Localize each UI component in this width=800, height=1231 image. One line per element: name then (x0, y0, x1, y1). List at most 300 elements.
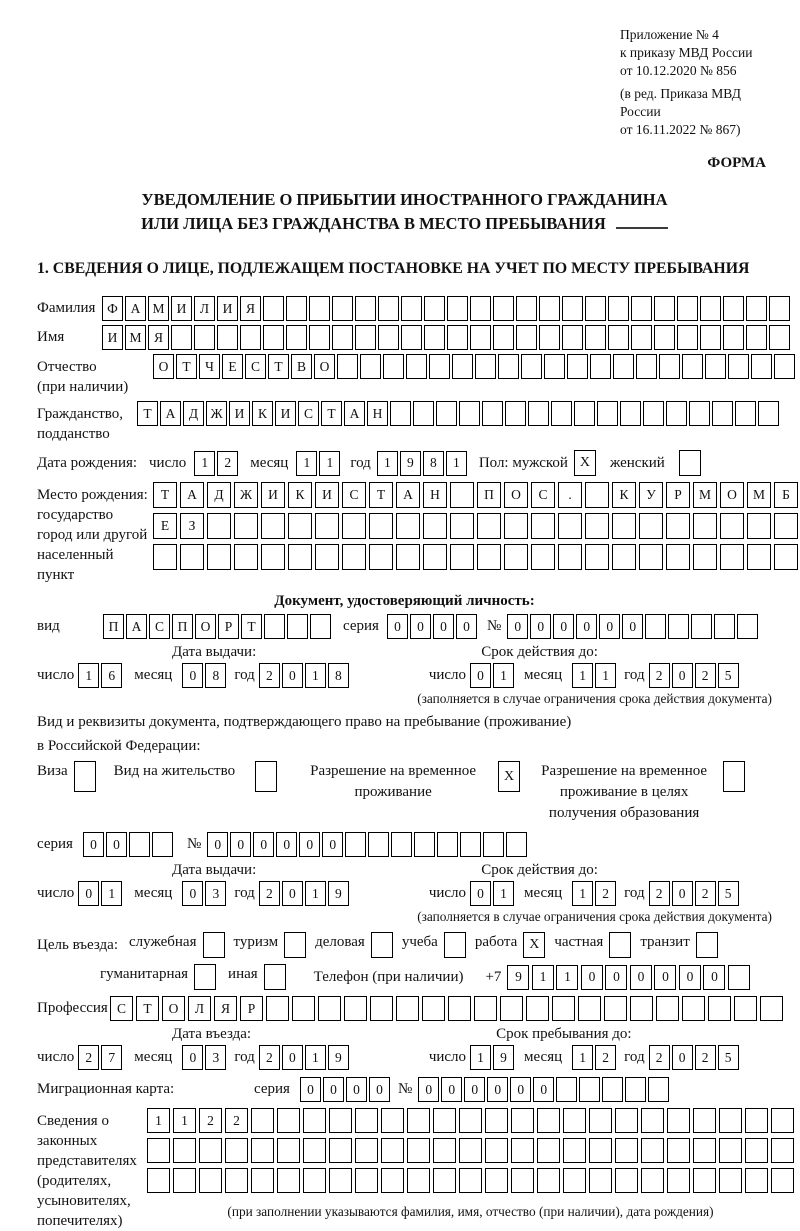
identity-issue-month-cells (182, 663, 226, 688)
char-cell (631, 325, 652, 350)
char-cell: 0 (300, 1077, 321, 1102)
residence-options-row (37, 761, 772, 824)
char-cell (329, 1108, 352, 1133)
char-cell (682, 996, 705, 1021)
char-cell: 5 (718, 1045, 739, 1070)
char-cell: 0 (182, 663, 203, 688)
char-cell (544, 354, 565, 379)
residence-permit-option-label: Вид на жительство (113, 763, 236, 779)
char-cell (180, 544, 204, 570)
char-cell: 0 (672, 1045, 693, 1070)
char-cell: Н (423, 482, 447, 508)
identity-date-headers (37, 644, 772, 661)
char-cell: 5 (718, 881, 739, 906)
doc-type-cells (103, 614, 331, 639)
char-cell (424, 296, 445, 321)
char-cell (758, 401, 779, 426)
char-cell (505, 401, 526, 426)
series-label: серия (343, 618, 379, 634)
identity-doc-heading: Документ, удостоверяющий личность: (274, 593, 535, 609)
form-title-line2: ИЛИ ЛИЦА БЕЗ ГРАЖДАНСТВА В МЕСТО ПРЕБЫВАНИЯ (141, 214, 606, 233)
char-cell (696, 932, 718, 958)
purpose-gumanitarnaya-checkbox (194, 964, 216, 990)
char-cell (563, 1168, 586, 1193)
series-label: серия (37, 836, 73, 852)
char-cell: 2 (259, 1045, 280, 1070)
char-cell (277, 1138, 300, 1163)
residence-expiry-month-cells (572, 881, 616, 906)
char-cell: 0 (605, 965, 627, 990)
identity-issue-year-cells (259, 663, 349, 688)
char-cell (641, 1108, 664, 1133)
char-cell (383, 354, 404, 379)
day-label: число (428, 1049, 467, 1065)
char-cell (578, 996, 601, 1021)
char-cell (266, 996, 289, 1021)
char-cell (585, 544, 609, 570)
birth-month-cells (296, 451, 340, 476)
char-cell (691, 614, 712, 639)
char-cell: И (275, 401, 296, 426)
citizenship-cells (137, 401, 779, 426)
representatives-label-line: Сведения о (37, 1113, 109, 1129)
char-cell (639, 513, 663, 539)
char-cell (460, 832, 481, 857)
char-cell (207, 544, 231, 570)
char-cell (537, 1168, 560, 1193)
char-cell (693, 1168, 716, 1193)
char-cell (381, 1168, 404, 1193)
birth-place-label-line: государство (37, 507, 114, 523)
char-cell (207, 513, 231, 539)
char-cell (287, 614, 308, 639)
residence-expiry-year-cells (649, 881, 739, 906)
char-cell (368, 832, 389, 857)
char-cell (500, 996, 523, 1021)
month-label: месяц (250, 454, 289, 471)
day-label: число (37, 667, 75, 683)
char-cell (639, 544, 663, 570)
char-cell: 1 (296, 451, 317, 476)
char-cell (493, 325, 514, 350)
char-cell (450, 544, 474, 570)
char-cell (720, 544, 744, 570)
month-label: месяц (134, 885, 173, 901)
char-cell (286, 325, 307, 350)
char-cell (769, 296, 790, 321)
char-cell (194, 325, 215, 350)
identity-dates-row (37, 663, 772, 688)
char-cell (477, 544, 501, 570)
appendix-line: Приложение № 4 (620, 27, 719, 42)
char-cell (693, 1108, 716, 1133)
char-cell (315, 544, 339, 570)
char-cell: С (110, 996, 133, 1021)
number-label: № (186, 836, 202, 852)
char-cell (173, 1138, 196, 1163)
char-cell: А (396, 482, 420, 508)
char-cell: 2 (259, 881, 280, 906)
char-cell: 0 (470, 663, 491, 688)
char-cell (612, 513, 636, 539)
char-cell (277, 1108, 300, 1133)
patronymic-label (37, 354, 153, 397)
char-cell: 2 (649, 881, 670, 906)
char-cell (677, 325, 698, 350)
purpose-delovaya-checkbox (371, 932, 393, 958)
char-cell (470, 325, 491, 350)
char-cell: 9 (328, 881, 349, 906)
appendix-note (620, 26, 772, 139)
char-cell: 1 (305, 1045, 326, 1070)
char-cell (590, 354, 611, 379)
char-cell (719, 1138, 742, 1163)
char-cell: 9 (328, 1045, 349, 1070)
char-cell: 0 (510, 1077, 531, 1102)
char-cell: 0 (418, 1077, 439, 1102)
surname-label: Фамилия (37, 300, 96, 316)
blank-underline (616, 215, 668, 229)
char-cell (745, 1138, 768, 1163)
char-cell (719, 1108, 742, 1133)
char-cell: 2 (595, 881, 616, 906)
char-cell: О (720, 482, 744, 508)
purpose-rabota-checkbox (523, 932, 545, 958)
citizenship-label-line1: Гражданство, (37, 406, 124, 422)
char-cell (693, 513, 717, 539)
purpose-option-label: учеба (401, 934, 438, 950)
char-cell (677, 296, 698, 321)
char-cell: Я (148, 325, 169, 350)
char-cell (645, 614, 666, 639)
char-cell (310, 614, 331, 639)
char-cell (381, 1108, 404, 1133)
char-cell (390, 401, 411, 426)
char-cell (498, 354, 519, 379)
char-cell (342, 544, 366, 570)
char-cell (381, 1138, 404, 1163)
female-checkbox (679, 450, 701, 476)
entry-year-cells (259, 1045, 349, 1070)
day-label: число (428, 885, 467, 901)
purpose-option-rabota (475, 932, 546, 958)
purpose-option-delovaya (315, 932, 393, 958)
char-cell (378, 325, 399, 350)
char-cell: 0 (456, 614, 477, 639)
char-cell (667, 1168, 690, 1193)
char-cell: С (342, 482, 366, 508)
citizenship-label-line2: подданство (37, 426, 110, 442)
char-cell (407, 1138, 430, 1163)
char-cell: О (504, 482, 528, 508)
char-cell: 3 (205, 1045, 226, 1070)
char-cell (666, 544, 690, 570)
char-cell (723, 296, 744, 321)
visa-option-label: Виза (37, 763, 68, 779)
purpose-option-label: служебная (129, 934, 197, 950)
char-cell (309, 325, 330, 350)
char-cell (526, 996, 549, 1021)
char-cell (448, 996, 471, 1021)
number-label: № (486, 618, 502, 634)
char-cell (585, 296, 606, 321)
year-label: год (234, 667, 255, 683)
identity-doc-note: (заполняется в случае ограничения срока действия документа) (417, 691, 772, 706)
char-cell: 0 (323, 1077, 344, 1102)
char-cell (751, 354, 772, 379)
char-cell: М (693, 482, 717, 508)
year-label: год (234, 885, 255, 901)
char-cell: 0 (282, 881, 303, 906)
char-cell (171, 325, 192, 350)
char-cell: Р (240, 996, 263, 1021)
char-cell (620, 401, 641, 426)
char-cell (433, 1138, 456, 1163)
identity-expiry-month-cells (572, 663, 616, 688)
char-cell: Р (218, 614, 239, 639)
purpose-label: Цель въезда: (37, 936, 118, 953)
char-cell (74, 761, 96, 792)
char-cell (452, 354, 473, 379)
char-cell: 0 (581, 965, 603, 990)
birth-year-cells (377, 451, 467, 476)
purpose-ucheba-checkbox (444, 932, 466, 958)
birth-place-label-line: Место рождения: (37, 487, 148, 503)
birth-place-cells-row2 (153, 513, 798, 539)
month-label: месяц (134, 667, 173, 683)
residence-date-headers (37, 862, 772, 879)
char-cell (251, 1168, 274, 1193)
char-cell (423, 544, 447, 570)
char-cell: Д (207, 482, 231, 508)
residence-series-row (37, 832, 772, 857)
char-cell: 1 (532, 965, 554, 990)
doc-type-label: вид (37, 618, 60, 634)
char-cell (608, 296, 629, 321)
char-cell (558, 513, 582, 539)
char-cell: П (477, 482, 501, 508)
char-cell (303, 1108, 326, 1133)
char-cell (355, 325, 376, 350)
char-cell (728, 965, 750, 990)
char-cell: Я (240, 296, 261, 321)
char-cell (292, 996, 315, 1021)
number-label: № (397, 1081, 413, 1097)
char-cell: А (344, 401, 365, 426)
char-cell: Т (153, 482, 177, 508)
char-cell (597, 401, 618, 426)
char-cell (666, 513, 690, 539)
purpose-chastnaya-checkbox (609, 932, 631, 958)
day-label: число (428, 667, 467, 683)
char-cell (615, 1168, 638, 1193)
char-cell: 0 (346, 1077, 367, 1102)
char-cell: 0 (507, 614, 528, 639)
char-cell (288, 513, 312, 539)
char-cell: Т (136, 996, 159, 1021)
representatives-label-line: попечителях) (37, 1213, 123, 1229)
char-cell (485, 1108, 508, 1133)
char-cell (459, 1138, 482, 1163)
char-cell (667, 1108, 690, 1133)
char-cell (147, 1168, 170, 1193)
char-cell (199, 1138, 222, 1163)
char-cell (423, 513, 447, 539)
char-cell: 2 (649, 663, 670, 688)
char-cell (511, 1138, 534, 1163)
char-cell (396, 996, 419, 1021)
char-cell (482, 401, 503, 426)
purpose-option-label: частная (554, 934, 604, 950)
char-cell: И (217, 296, 238, 321)
char-cell (585, 513, 609, 539)
char-cell (602, 1077, 623, 1102)
char-cell (528, 401, 549, 426)
char-cell (329, 1138, 352, 1163)
char-cell: 1 (305, 663, 326, 688)
char-cell: М (125, 325, 146, 350)
char-cell (648, 1077, 669, 1102)
month-label: месяц (524, 1049, 563, 1065)
char-cell (369, 544, 393, 570)
char-cell: 1 (595, 663, 616, 688)
char-cell: Ж (234, 482, 258, 508)
char-cell: П (103, 614, 124, 639)
char-cell: 0 (299, 832, 320, 857)
char-cell (261, 544, 285, 570)
char-cell (234, 544, 258, 570)
form-title-line1: УВЕДОМЛЕНИЕ О ПРИБЫТИИ ИНОСТРАННОГО ГРАЖДАНИНА (141, 190, 668, 209)
profession-label: Профессия (37, 1000, 108, 1016)
char-cell (641, 1168, 664, 1193)
char-cell (705, 354, 726, 379)
char-cell: Н (367, 401, 388, 426)
char-cell: 0 (106, 832, 127, 857)
char-cell: 0 (410, 614, 431, 639)
char-cell (459, 1168, 482, 1193)
char-cell (225, 1138, 248, 1163)
char-cell: П (172, 614, 193, 639)
char-cell (450, 482, 474, 508)
char-cell (355, 296, 376, 321)
char-cell: С (245, 354, 266, 379)
residence-expiry-day-cells (470, 881, 514, 906)
char-cell: 0 (622, 614, 643, 639)
char-cell (194, 964, 216, 990)
char-cell: 0 (441, 1077, 462, 1102)
char-cell (562, 325, 583, 350)
char-cell (147, 1138, 170, 1163)
char-cell (537, 1138, 560, 1163)
char-cell (714, 614, 735, 639)
entry-date-headers (37, 1026, 772, 1043)
representatives-label-line: (родителях, (37, 1173, 112, 1189)
char-cell (735, 401, 756, 426)
birth-date-row (37, 450, 772, 476)
residence-doc-note: (заполняется в случае ограничения срока действия документа) (417, 909, 772, 924)
char-cell (355, 1138, 378, 1163)
char-cell (745, 1168, 768, 1193)
char-cell: 1 (572, 663, 593, 688)
surname-cells (102, 296, 790, 321)
char-cell: 0 (322, 832, 343, 857)
char-cell (153, 544, 177, 570)
purpose-option-label: работа (474, 934, 518, 950)
char-cell (251, 1138, 274, 1163)
char-cell (682, 354, 703, 379)
char-cell (303, 1138, 326, 1163)
representatives-cells-row2 (147, 1138, 794, 1163)
char-cell: 2 (695, 881, 716, 906)
char-cell (746, 296, 767, 321)
migration-number-cells (418, 1077, 669, 1102)
purpose-option-tranzit (640, 932, 717, 958)
char-cell (723, 325, 744, 350)
char-cell (769, 325, 790, 350)
char-cell (318, 996, 341, 1021)
char-cell (255, 761, 277, 792)
representatives-note: (при заполнении указываются фамилия, имя, отчество (при наличии), дата рождения) (227, 1204, 714, 1219)
char-cell (537, 1108, 560, 1133)
char-cell (700, 296, 721, 321)
char-cell (414, 832, 435, 857)
char-cell: 1 (147, 1108, 170, 1133)
char-cell (437, 832, 458, 857)
char-cell: X (523, 932, 545, 958)
char-cell (493, 296, 514, 321)
birth-place-label (37, 482, 153, 585)
char-cell (539, 325, 560, 350)
purpose-option-sluzhebnaya (129, 932, 225, 958)
char-cell: К (252, 401, 273, 426)
stay-until-heading: Срок пребывания до: (496, 1026, 632, 1042)
char-cell: Т (369, 482, 393, 508)
char-cell: Е (153, 513, 177, 539)
char-cell (747, 513, 771, 539)
char-cell: Ч (199, 354, 220, 379)
char-cell: А (126, 614, 147, 639)
char-cell: 1 (78, 663, 99, 688)
char-cell (217, 325, 238, 350)
residence-issue-day-cells (78, 881, 122, 906)
char-cell: 0 (672, 881, 693, 906)
char-cell (475, 354, 496, 379)
citizenship-row (37, 401, 772, 444)
char-cell: У (639, 482, 663, 508)
char-cell (531, 513, 555, 539)
char-cell: 0 (387, 614, 408, 639)
char-cell (636, 354, 657, 379)
char-cell: И (102, 325, 123, 350)
char-cell (406, 354, 427, 379)
char-cell (589, 1138, 612, 1163)
char-cell (332, 296, 353, 321)
char-cell (643, 401, 664, 426)
char-cell: М (148, 296, 169, 321)
profession-cells (110, 996, 783, 1021)
char-cell: Я (214, 996, 237, 1021)
purpose-inaya-checkbox (264, 964, 286, 990)
char-cell: 1 (194, 451, 215, 476)
profession-row (37, 996, 772, 1021)
doc-number-cells (507, 614, 758, 639)
purpose-turizm-checkbox (284, 932, 306, 958)
char-cell (719, 1168, 742, 1193)
char-cell: 1 (173, 1108, 196, 1133)
purpose-row-2 (37, 964, 772, 990)
char-cell (516, 325, 537, 350)
char-cell (401, 325, 422, 350)
